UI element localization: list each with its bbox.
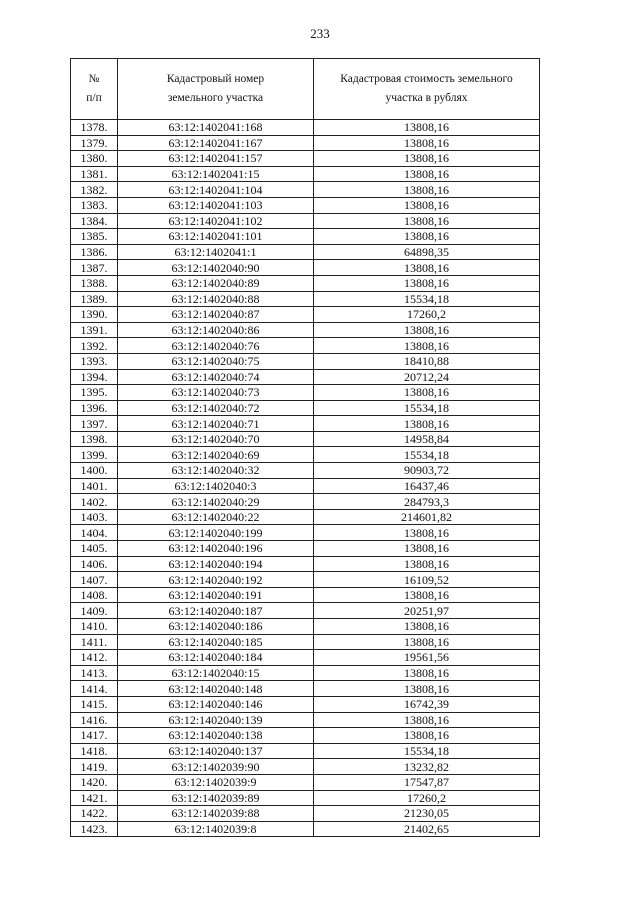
row-number: 1386. — [71, 244, 118, 260]
cadastral-value: 13808,16 — [314, 166, 540, 182]
cadastral-value: 14958,84 — [314, 431, 540, 447]
table-row — [71, 353, 540, 369]
cadastral-number: 63:12:1402040:86 — [118, 322, 314, 338]
row-number: 1383. — [71, 197, 118, 213]
cadastral-value: 214601,82 — [314, 509, 540, 525]
row-number: 1387. — [71, 260, 118, 276]
cadastral-value: 13808,16 — [314, 120, 540, 136]
table-row — [71, 743, 540, 759]
table-row — [71, 619, 540, 635]
table-row — [71, 556, 540, 572]
cadastral-number: 63:12:1402039:9 — [118, 774, 314, 790]
table-row — [71, 494, 540, 510]
cadastral-value: 20251,97 — [314, 603, 540, 619]
cadastral-number: 63:12:1402041:104 — [118, 182, 314, 198]
cadastral-value: 13808,16 — [314, 275, 540, 291]
row-number: 1404. — [71, 525, 118, 541]
table-row — [71, 369, 540, 385]
header-cadastral-value: Кадастровая стоимость земельного участка в рублях — [314, 59, 540, 120]
cadastral-number: 63:12:1402040:187 — [118, 603, 314, 619]
table-body — [71, 120, 540, 837]
cadastral-value: 13808,16 — [314, 182, 540, 198]
cadastral-table — [70, 58, 540, 837]
row-number: 1410. — [71, 619, 118, 635]
row-number: 1405. — [71, 541, 118, 557]
row-number: 1412. — [71, 650, 118, 666]
cadastral-number: 63:12:1402041:102 — [118, 213, 314, 229]
cadastral-value: 13808,16 — [314, 665, 540, 681]
row-number: 1397. — [71, 416, 118, 432]
cadastral-number: 63:12:1402041:167 — [118, 135, 314, 151]
cadastral-number: 63:12:1402040:32 — [118, 463, 314, 479]
row-number: 1406. — [71, 556, 118, 572]
cadastral-number: 63:12:1402041:103 — [118, 197, 314, 213]
cadastral-number: 63:12:1402039:90 — [118, 759, 314, 775]
table-row — [71, 197, 540, 213]
table-row — [71, 509, 540, 525]
cadastral-number: 63:12:1402040:185 — [118, 634, 314, 650]
table-row — [71, 790, 540, 806]
table-row — [71, 416, 540, 432]
cadastral-value: 13808,16 — [314, 385, 540, 401]
row-number: 1416. — [71, 712, 118, 728]
cadastral-number: 63:12:1402040:138 — [118, 728, 314, 744]
cadastral-number: 63:12:1402040:199 — [118, 525, 314, 541]
table-row — [71, 821, 540, 837]
cadastral-value: 13808,16 — [314, 197, 540, 213]
cadastral-number: 63:12:1402040:75 — [118, 353, 314, 369]
cadastral-value: 17260,2 — [314, 307, 540, 323]
table-row — [71, 541, 540, 557]
table-row — [71, 572, 540, 588]
cadastral-value: 13808,16 — [314, 213, 540, 229]
cadastral-number: 63:12:1402040:74 — [118, 369, 314, 385]
cadastral-number: 63:12:1402039:8 — [118, 821, 314, 837]
cadastral-value: 13232,82 — [314, 759, 540, 775]
cadastral-value: 90903,72 — [314, 463, 540, 479]
cadastral-number: 63:12:1402040:73 — [118, 385, 314, 401]
cadastral-number: 63:12:1402040:72 — [118, 400, 314, 416]
cadastral-number: 63:12:1402040:192 — [118, 572, 314, 588]
cadastral-value: 13808,16 — [314, 712, 540, 728]
cadastral-value: 19561,56 — [314, 650, 540, 666]
row-number: 1379. — [71, 135, 118, 151]
cadastral-value: 21402,65 — [314, 821, 540, 837]
cadastral-value: 21230,05 — [314, 806, 540, 822]
table-row — [71, 275, 540, 291]
row-number: 1381. — [71, 166, 118, 182]
row-number: 1403. — [71, 509, 118, 525]
table-row — [71, 603, 540, 619]
cadastral-value: 13808,16 — [314, 728, 540, 744]
cadastral-number: 63:12:1402040:22 — [118, 509, 314, 525]
table-row — [71, 322, 540, 338]
cadastral-number: 63:12:1402040:70 — [118, 431, 314, 447]
table-row — [71, 213, 540, 229]
cadastral-value: 16742,39 — [314, 696, 540, 712]
header-row — [71, 59, 540, 120]
cadastral-value: 15534,18 — [314, 291, 540, 307]
row-number: 1396. — [71, 400, 118, 416]
table-row — [71, 385, 540, 401]
table-row — [71, 307, 540, 323]
cadastral-value: 13808,16 — [314, 619, 540, 635]
cadastral-value: 13808,16 — [314, 135, 540, 151]
table-row — [71, 806, 540, 822]
table-row — [71, 400, 540, 416]
table-row — [71, 759, 540, 775]
table-row — [71, 431, 540, 447]
row-number: 1382. — [71, 182, 118, 198]
cadastral-number: 63:12:1402040:3 — [118, 478, 314, 494]
cadastral-number: 63:12:1402041:15 — [118, 166, 314, 182]
cadastral-value: 15534,18 — [314, 743, 540, 759]
row-number: 1388. — [71, 275, 118, 291]
cadastral-value: 16109,52 — [314, 572, 540, 588]
cadastral-value: 13808,16 — [314, 416, 540, 432]
row-number: 1392. — [71, 338, 118, 354]
row-number: 1389. — [71, 291, 118, 307]
cadastral-number: 63:12:1402040:139 — [118, 712, 314, 728]
cadastral-number: 63:12:1402040:87 — [118, 307, 314, 323]
cadastral-number: 63:12:1402040:146 — [118, 696, 314, 712]
cadastral-number: 63:12:1402039:88 — [118, 806, 314, 822]
row-number: 1421. — [71, 790, 118, 806]
table-row — [71, 525, 540, 541]
table-row — [71, 229, 540, 245]
cadastral-number: 63:12:1402040:194 — [118, 556, 314, 572]
cadastral-value: 13808,16 — [314, 338, 540, 354]
header-row-number: № п/п — [71, 59, 118, 120]
row-number: 1418. — [71, 743, 118, 759]
page-number: 233 — [310, 26, 330, 41]
cadastral-value: 13808,16 — [314, 587, 540, 603]
cadastral-number: 63:12:1402041:168 — [118, 120, 314, 136]
table-row — [71, 260, 540, 276]
table-header — [71, 59, 540, 120]
cadastral-value: 284793,3 — [314, 494, 540, 510]
table-row — [71, 463, 540, 479]
row-number: 1415. — [71, 696, 118, 712]
row-number: 1422. — [71, 806, 118, 822]
table-row — [71, 587, 540, 603]
cadastral-number: 63:12:1402040:88 — [118, 291, 314, 307]
row-number: 1395. — [71, 385, 118, 401]
row-number: 1419. — [71, 759, 118, 775]
cadastral-value: 15534,18 — [314, 447, 540, 463]
row-number: 1408. — [71, 587, 118, 603]
cadastral-number: 63:12:1402040:76 — [118, 338, 314, 354]
cadastral-number: 63:12:1402040:29 — [118, 494, 314, 510]
row-number: 1394. — [71, 369, 118, 385]
cadastral-number: 63:12:1402040:148 — [118, 681, 314, 697]
row-number: 1402. — [71, 494, 118, 510]
table-row — [71, 244, 540, 260]
table-row — [71, 650, 540, 666]
cadastral-value: 13808,16 — [314, 229, 540, 245]
row-number: 1378. — [71, 120, 118, 136]
cadastral-value: 20712,24 — [314, 369, 540, 385]
cadastral-value: 18410,88 — [314, 353, 540, 369]
row-number: 1407. — [71, 572, 118, 588]
table-row — [71, 135, 540, 151]
cadastral-number: 63:12:1402040:137 — [118, 743, 314, 759]
table-row — [71, 681, 540, 697]
table-row — [71, 447, 540, 463]
row-number: 1401. — [71, 478, 118, 494]
row-number: 1398. — [71, 431, 118, 447]
cadastral-number: 63:12:1402040:186 — [118, 619, 314, 635]
cadastral-number: 63:12:1402040:89 — [118, 275, 314, 291]
cadastral-value: 13808,16 — [314, 556, 540, 572]
row-number: 1423. — [71, 821, 118, 837]
row-number: 1391. — [71, 322, 118, 338]
row-number: 1399. — [71, 447, 118, 463]
table-row — [71, 696, 540, 712]
cadastral-number: 63:12:1402040:90 — [118, 260, 314, 276]
cadastral-number: 63:12:1402040:191 — [118, 587, 314, 603]
table-row — [71, 712, 540, 728]
cadastral-value: 13808,16 — [314, 260, 540, 276]
cadastral-number: 63:12:1402040:71 — [118, 416, 314, 432]
cadastral-number: 63:12:1402040:196 — [118, 541, 314, 557]
row-number: 1417. — [71, 728, 118, 744]
table-row — [71, 166, 540, 182]
row-number: 1409. — [71, 603, 118, 619]
cadastral-number: 63:12:1402041:1 — [118, 244, 314, 260]
row-number: 1380. — [71, 151, 118, 167]
table-row — [71, 120, 540, 136]
table-row — [71, 774, 540, 790]
cadastral-number: 63:12:1402040:184 — [118, 650, 314, 666]
cadastral-value: 13808,16 — [314, 634, 540, 650]
cadastral-number: 63:12:1402041:101 — [118, 229, 314, 245]
cadastral-value: 13808,16 — [314, 525, 540, 541]
row-number: 1393. — [71, 353, 118, 369]
cadastral-number: 63:12:1402040:69 — [118, 447, 314, 463]
row-number: 1420. — [71, 774, 118, 790]
cadastral-value: 17547,87 — [314, 774, 540, 790]
cadastral-value: 64898,35 — [314, 244, 540, 260]
cadastral-number: 63:12:1402041:157 — [118, 151, 314, 167]
cadastral-value: 13808,16 — [314, 322, 540, 338]
cadastral-value: 16437,46 — [314, 478, 540, 494]
cadastral-number: 63:12:1402040:15 — [118, 665, 314, 681]
cadastral-value: 17260,2 — [314, 790, 540, 806]
header-cadastral-number: Кадастровый номер земельного участка — [118, 59, 314, 120]
table-row — [71, 634, 540, 650]
table-row — [71, 151, 540, 167]
cadastral-value: 13808,16 — [314, 681, 540, 697]
row-number: 1384. — [71, 213, 118, 229]
row-number: 1390. — [71, 307, 118, 323]
cadastral-value: 15534,18 — [314, 400, 540, 416]
table-row — [71, 291, 540, 307]
row-number: 1414. — [71, 681, 118, 697]
table-row — [71, 338, 540, 354]
table-row — [71, 665, 540, 681]
row-number: 1400. — [71, 463, 118, 479]
row-number: 1385. — [71, 229, 118, 245]
table-row — [71, 728, 540, 744]
row-number: 1411. — [71, 634, 118, 650]
cadastral-number: 63:12:1402039:89 — [118, 790, 314, 806]
row-number: 1413. — [71, 665, 118, 681]
cadastral-value: 13808,16 — [314, 541, 540, 557]
table-row — [71, 182, 540, 198]
table-row — [71, 478, 540, 494]
cadastral-value: 13808,16 — [314, 151, 540, 167]
